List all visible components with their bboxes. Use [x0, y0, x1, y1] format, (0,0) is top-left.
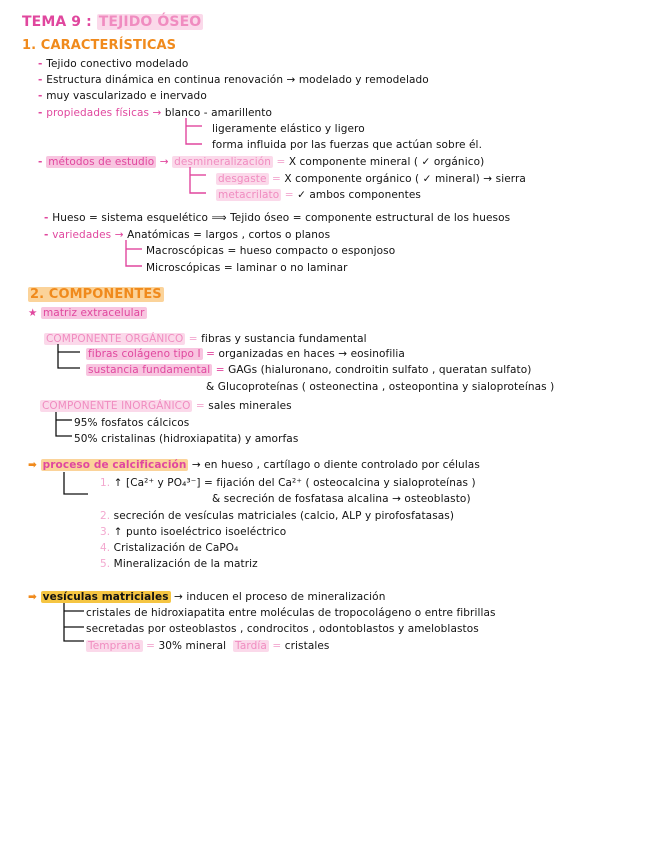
section-2-title: 2. COMPONENTES: [30, 287, 162, 302]
hueso-row: - Hueso = sistema esquelético ⟹ Tejido óseo = componente estructural de los huesos: [44, 212, 511, 224]
variedades-row: - variedades → Anatómicas = largos , cortos o planos: [44, 229, 331, 241]
propiedades-label: propiedades físicas: [46, 107, 150, 119]
list-item: - muy vascularizado e inervado: [38, 90, 207, 102]
inorganico-item: 95% fosfatos cálcicos: [74, 417, 190, 429]
variedad-item: Macroscópicas = hueso compacto o esponjoso: [146, 245, 396, 257]
calc-step: 4. Cristalización de CaPO₄: [100, 542, 239, 554]
metodo-item: desgaste = X componente orgánico ( ✓ mineral) → sierra: [218, 173, 526, 185]
organico-row: COMPONENTE ORGÁNICO = fibras y sustancia fundamental: [46, 333, 367, 345]
calc-step-cont: & secreción de fosfatasa alcalina → osteoblasto): [212, 493, 471, 505]
propiedad-item: forma influida por las fuerzas que actúan sobre él.: [212, 139, 483, 151]
calc-step: 5. Mineralización de la matriz: [100, 558, 258, 570]
list-item: - Estructura dinámica en continua renovación → modelado y remodelado: [38, 74, 429, 86]
vesiculas-row: ➡ vesículas matriciales → inducen el proceso de mineralización: [28, 591, 386, 603]
bracket-icon: [180, 118, 210, 148]
propiedad-item: ligeramente elástico y ligero: [212, 123, 365, 135]
bracket-icon: [184, 167, 214, 197]
calc-step: 1. ↑ [Ca²⁺ y PO₄³⁻] = fijación del Ca²⁺ ( osteocalcina y sialoproteínas ): [100, 477, 476, 489]
inorganico-row: COMPONENTE INORGÁNICO = sales minerales: [42, 400, 292, 412]
tema-title: TEJIDO ÓSEO: [98, 14, 202, 30]
metodos-row: - métodos de estudio → desmineralización = X componente mineral ( ✓ orgánico): [38, 156, 485, 168]
fases-row: Temprana = 30% mineral Tardía = cristales: [88, 640, 330, 652]
calcificacion-label: proceso de calcificación: [42, 459, 187, 471]
variedades-label: variedades: [52, 229, 112, 241]
vesiculas-item: cristales de hidroxiapatita entre moléculas de tropocolágeno o entre fibrillas: [86, 607, 496, 619]
tema-label: TEMA 9 :: [22, 14, 92, 30]
calc-step: 2. secreción de vesículas matriciales (calcio, ALP y pirofosfatasas): [100, 510, 455, 522]
bracket-icon: [52, 344, 86, 374]
inorganico-item: 50% cristalinas (hidroxiapatita) y amorfas: [74, 433, 299, 445]
vesiculas-item: secretadas por osteoblastos , condrocitos , odontoblastos y ameloblastos: [86, 623, 479, 635]
inorganico-label: COMPONENTE INORGÁNICO: [42, 400, 191, 412]
metodos-label: métodos de estudio: [48, 156, 155, 168]
organico-label: COMPONENTE ORGÁNICO: [46, 333, 184, 345]
calcificacion-row: ➡ proceso de calcificación → en hueso , cartílago o diente controlado por células: [28, 459, 480, 471]
calc-step: 3. ↑ punto isoeléctrico isoeléctrico: [100, 526, 287, 538]
vesiculas-label: vesículas matriciales: [42, 591, 169, 603]
glucoproteinas-row: & Glucoproteínas ( osteonectina , osteopontina y sialoproteínas ): [206, 381, 555, 393]
list-item: - Tejido conectivo modelado: [38, 58, 189, 70]
bracket-icon: [58, 472, 98, 502]
propiedades-row: - propiedades físicas → blanco - amarillento: [38, 107, 273, 119]
page-title: [22, 14, 203, 30]
metodo-item: metacrilato = ✓ ambos componentes: [218, 189, 421, 201]
fibras-row: fibras colágeno tipo I = organizadas en haces → eosinofilia: [88, 348, 405, 360]
matriz-heading: ★ matriz extracelular: [28, 307, 145, 319]
sustancia-row: sustancia fundamental = GAGs (hialuronano, condroitin sulfato , queratan sulfato): [88, 364, 532, 376]
variedad-item: Microscópicas = laminar o no laminar: [146, 262, 348, 274]
section-1-title: 1. CARACTERÍSTICAS: [22, 38, 177, 53]
